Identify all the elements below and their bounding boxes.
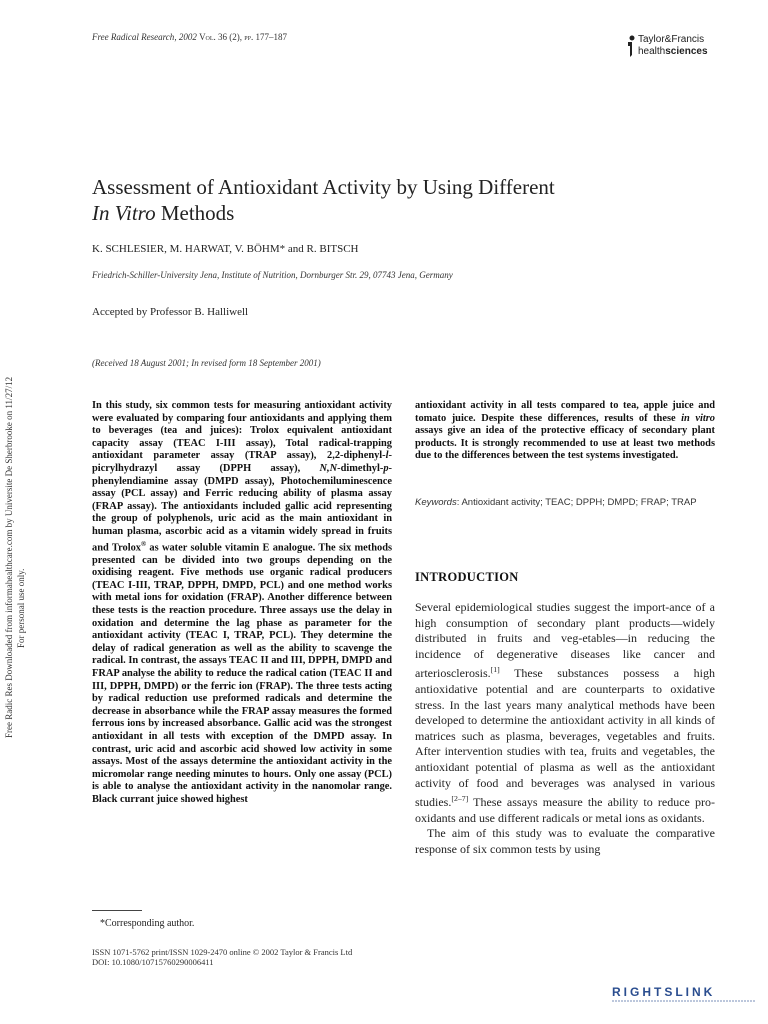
publisher-division: healthsciences <box>638 46 708 57</box>
footnote-rule <box>92 910 142 911</box>
abstract-column-right: antioxidant activity in all tests compared to tea, apple juice and tomato juice. Despite these differences, results of these in vitro assays give an idea of the protective efficacy of secondary plant products. It is strongly recommended to use at least two methods due to the differences between the test systems investigated. <box>415 400 715 462</box>
intro-paragraph: The aim of this study was to evaluate the comparative response of six common tests by using <box>415 826 715 856</box>
download-notice-line2: For personal use only. <box>16 568 26 648</box>
article-title: Assessment of Antioxidant Activity by Using Different In Vitro Methods <box>92 175 555 225</box>
authors: K. SCHLESIER, M. HARWAT, V. BÖHM* and R. BITSCH <box>92 243 359 255</box>
journal-volume: Vol. 36 (2), pp. 177–187 <box>199 32 287 42</box>
accepted-by: Accepted by Professor B. Halliwell <box>92 306 249 318</box>
section-heading-introduction: INTRODUCTION <box>415 570 519 584</box>
publisher-name: Taylor&Francis <box>638 34 705 45</box>
journal-year: , 2002 <box>174 32 200 42</box>
citation-ref[interactable]: [2–7] <box>451 794 469 804</box>
keywords: Keywords: Antioxidant activity; TEAC; DPPH; DMPD; FRAP; TRAP <box>415 497 697 508</box>
received-dates: (Received 18 August 2001; In revised form 18 September 2001) <box>92 358 321 368</box>
citation-ref[interactable]: [1] <box>490 665 500 675</box>
rightslink-logo[interactable] <box>610 982 760 1004</box>
doi[interactable]: DOI: 10.1080/10715760290006411 <box>92 957 214 967</box>
issn-doi <box>92 947 352 967</box>
journal-name: Free Radical Research <box>92 32 175 42</box>
abstract-column-left: In this study, six common tests for measuring antioxidant activity were evaluated by comparing four antioxidants and applying them to beverages (tea and juices): Trolox equivalent antioxidant capacity assay (TEAC I-III assay), Total radical-trapping antioxidant parameter assay (TRAP assay), 2,2-diphenyl-l-picrylhydrazyl assay (DPPH assay), N,N-dimethyl-p-phenylendiamine assay (DMPD assay), Photochemiluminescence assay (PCL assay) and Ferric reducing ability of plasma assay (FRAP assay). The antioxidants included gallic acid representing the group of polyphenols, uric acid as the main antioxidant in human plasma, ascorbic acid as a vitamin widely spread in fruits and Trolox® as water soluble vitamin E analogue. The six methods presented can be divided into two groups depending on the oxidising reagent. Five methods use organic radical producers (TEAC I-III, TRAP, DPPH, DMPD, PCL) and one method works with metal ions for oxidation (FRAP). Another difference between these tests is the reaction procedure. Three assays use the delay in oxidation and determine the lag phase as parameter for the antioxidant activity (TEAC I, TRAP, PCL). They determine the delay of radical generation as well as the ability to scavenge the radical. In contrast, the assays TEAC II and III, DPPH, DMPD and FRAP analyse the ability to reduce the radical cation (TEAC II and III, DPPH, DMPD) or the ferric ion (FRAP). The three tests acting by radical reduction use preformed radicals and determine the decrease in absorbance while the FRAP assay measures the formed ferrous ions by increased absorbance. Gallic acid was the strongest antioxidant in all tests with exception of the DMPD assay. In contrast, uric acid and ascorbic acid showed low activity in some assays. Most of the assays determine the antioxidant activity in the micromolar range needing minutes to hours. Only one assay (PCL) is able to analyse the antioxidant activity in the nanomolar range. Black currant juice showed highest <box>92 400 393 805</box>
rightslink-text: RIGHTSLINK <box>612 985 716 999</box>
download-notice <box>2 300 42 740</box>
affiliation: Friedrich-Schiller-University Jena, Institute of Nutrition, Dornburger Str. 29, 07743 Jena, Germany <box>92 270 453 280</box>
download-notice-line1: Free Radic Res Downloaded from informahealthcare.com by Universite De Sherbrooke on 11/27/12 <box>4 376 14 738</box>
footnote: *Corresponding author. <box>100 918 195 929</box>
introduction-body <box>415 600 715 858</box>
journal-citation <box>92 32 287 42</box>
issn: ISSN 1071-5762 print/ISSN 1029-2470 online © 2002 Taylor & Francis Ltd <box>92 947 353 957</box>
publisher-icon <box>626 35 635 57</box>
intro-paragraph: Several epidemiological studies suggest the import-ance of a high consumption of secondary plant products—widely distributed in fruits and veg-etables—in reducing the incidence of degenerative diseases like cancer and arteriosclerosis.[1] These substances possess a high antioxidative potential and are counterparts to oxidative stress. In the last years many analytical methods have been developed to determine the antioxidant activity in all kinds of matrices such as plasma, beverages, vegetables and fruits. After intervention studies with tea, fruits and vegetables, the antioxidant potential of plasma as well as the antioxidant activity of food and beverages was analysed in various studies.[2–7] These assays measure the ability to reduce pro-oxidants and use different radicals or metal ions as oxidants. <box>415 600 715 825</box>
